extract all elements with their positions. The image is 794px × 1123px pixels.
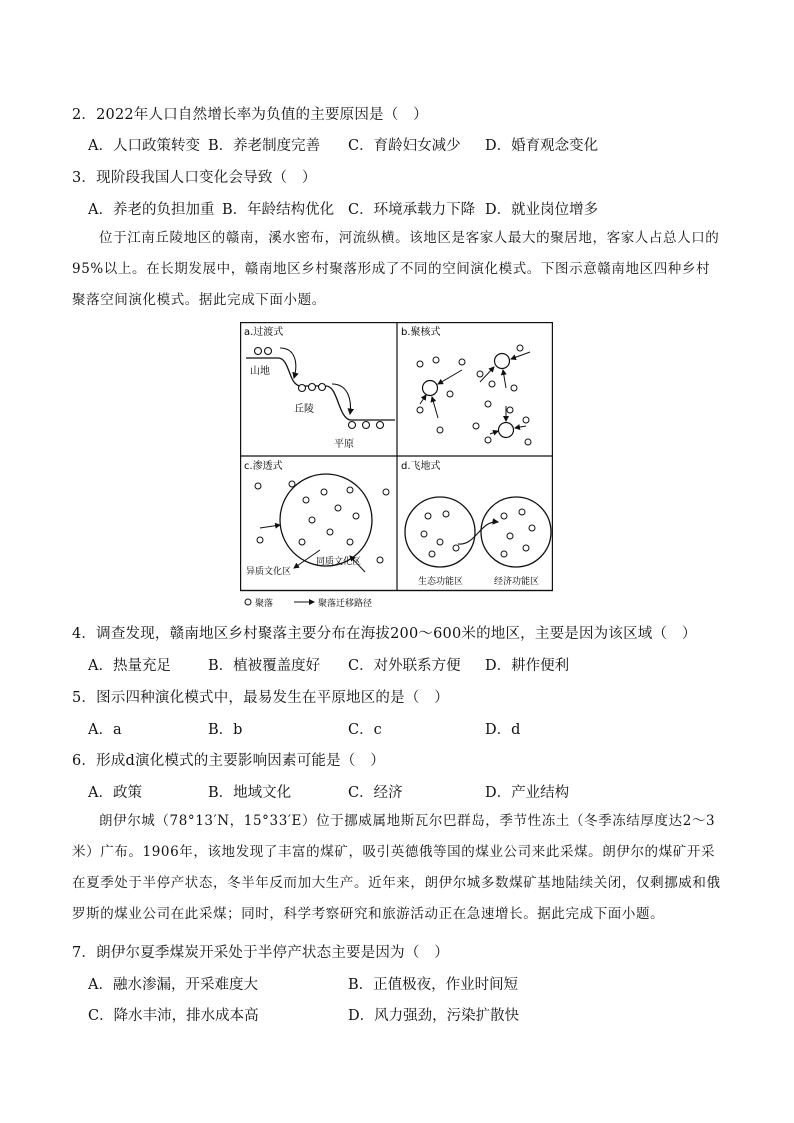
settlement-dot <box>321 489 327 495</box>
figure-legend <box>245 597 372 608</box>
settlement-dot <box>255 348 262 355</box>
settlement-dot <box>421 531 427 537</box>
settlement-dot <box>335 505 341 511</box>
question-3-option-d: D．就业岗位增多 <box>485 202 599 218</box>
settlement-dot <box>523 545 529 551</box>
question-2-option-d: D．婚育观念变化 <box>485 138 599 154</box>
label-mountain: 山地 <box>250 366 270 377</box>
settlement-dot <box>417 407 423 413</box>
settlement-dot <box>425 513 431 519</box>
homogeneous-culture-circle <box>280 474 372 566</box>
question-6-option-b: B．地域文化 <box>208 785 292 801</box>
settlement-dot <box>353 513 359 519</box>
question-4-option-b: B．植被覆盖度好 <box>208 658 321 674</box>
settlement-dot <box>501 551 507 557</box>
settlement-dot <box>255 483 261 489</box>
settlement-dot <box>433 357 439 363</box>
legend-settlement-label: 聚落 <box>255 599 274 608</box>
question-7-option-c: C．降水丰沛，排水成本高 <box>88 1008 259 1024</box>
settlement-dot <box>299 539 305 545</box>
question-4-option-a: A．热量充足 <box>88 658 171 674</box>
question-2-option-c: C．育龄妇女减少 <box>348 138 461 154</box>
settlement-dot <box>383 489 389 495</box>
economic-zone-circle <box>481 497 551 567</box>
label-economic-zone: 经济功能区 <box>494 577 540 587</box>
settlement-dot <box>377 557 383 563</box>
question-5-option-c: C．c <box>348 722 382 738</box>
legend-path-label: 聚落迁移路径 <box>318 599 373 608</box>
settlement-dot <box>309 384 316 391</box>
question-7-option-d: D．风力强劲，污染扩散快 <box>348 1008 520 1024</box>
settlement-dot <box>489 381 495 387</box>
question-2-option-a: A．人口政策转变 <box>88 138 200 154</box>
settlement-dot <box>511 385 517 391</box>
panel-d-title: d.飞地式 <box>401 461 441 472</box>
settlement-dot <box>447 391 453 397</box>
question-6-option-d: D．产业结构 <box>485 785 570 801</box>
passage-ganan: 位于江南丘陵地区的赣南，溪水密布，河流纵横。该地区是客家人最大的聚居地，客家人占总人口的95%以上。在长期发展中，赣南地区乡村聚落形成了不同的空间演化模式。下图示意赣南地区四种乡村聚落空间演化模式。据此完成下面小题。 <box>72 230 720 308</box>
settlement-dot <box>377 422 384 429</box>
settlement-dot <box>319 384 326 391</box>
question-2-stem: 2．2022年人口自然增长率为负值的主要原因是（ ） <box>72 107 428 123</box>
settlement-dot <box>507 407 513 413</box>
settlement-dot <box>417 361 423 367</box>
passage-longyearbyen: 朗伊尔城（78°13′N，15°33′E）位于挪威属地斯瓦尔巴群岛，季节性冻土（冬季冻结厚度达2～3米）广布。1906年，该地发现了丰富的煤矿，吸引英德俄等国的煤业公司来此采煤。朗伊尔的煤矿开采在夏季处于半停产状态，冬半年反而加大生产。近年来，朗伊尔城多数煤矿基地陆续关闭，仅剩挪威和俄罗斯的煤业公司在此采煤；同时，科学考察研究和旅游活动正在急速增长。据此完成下面小题。 <box>72 813 721 922</box>
settlement-dot <box>349 422 356 429</box>
panel-a-title: a.过渡式 <box>244 327 284 338</box>
settlement-dot <box>437 427 443 433</box>
question-5-option-d: D．d <box>485 722 521 738</box>
settlement-dot <box>437 539 443 545</box>
question-4-option-c: C．对外联系方便 <box>348 658 461 674</box>
question-3-stem: 3．现阶段我国人口变化会导致（ ） <box>72 170 317 186</box>
settlement-dot <box>485 401 491 407</box>
question-3-option-c: C．环境承载力下降 <box>348 202 476 218</box>
core-settlement <box>423 381 438 396</box>
settlement-dot <box>453 545 459 551</box>
label-heterogeneous-culture: 异质文化区 <box>246 567 292 577</box>
question-3-option-b: B．年龄结构优化 <box>222 202 335 218</box>
panel-c-title: c.渗透式 <box>244 461 283 472</box>
question-5-option-b: B．b <box>208 722 243 738</box>
settlement-dot <box>347 487 353 493</box>
label-hills: 丘陵 <box>294 404 314 415</box>
settlement-dot <box>517 345 523 351</box>
panel-b-title: b.聚核式 <box>401 327 441 338</box>
question-2-option-b: B．养老制度完善 <box>208 138 321 154</box>
settlement-dot <box>289 481 295 487</box>
question-7-option-a: A．融水渗漏，开采难度大 <box>88 977 258 993</box>
settlement-dot <box>429 551 435 557</box>
legend-settlement-symbol <box>245 599 251 605</box>
settlement-dot <box>347 539 353 545</box>
label-ecological-zone: 生态功能区 <box>418 577 464 587</box>
settlement-dot <box>443 511 449 517</box>
question-6-option-a: A．政策 <box>88 785 142 801</box>
label-plain: 平原 <box>334 439 354 450</box>
settlement-dot <box>309 517 315 523</box>
settlement-dot <box>525 439 531 445</box>
question-5-stem: 5．图示四种演化模式中，最易发生在平原地区的是（ ） <box>72 690 449 706</box>
settlement-dot <box>299 385 306 392</box>
settlement-dot <box>257 537 263 543</box>
label-homogeneous-culture: 同质文化区 <box>316 557 362 567</box>
settlement-dot <box>303 497 309 503</box>
settlement-dot <box>501 513 507 519</box>
core-settlement <box>499 423 514 438</box>
ecological-zone-circle <box>405 497 475 567</box>
settlement-dot <box>363 422 370 429</box>
question-6-option-c: C．经济 <box>348 785 403 801</box>
settlement-dot <box>265 348 272 355</box>
question-4-stem: 4．调查发现，赣南地区乡村聚落主要分布在海拔200～600米的地区，主要是因为该区域（ ） <box>72 626 697 642</box>
settlement-dot <box>519 509 525 515</box>
settlement-dot <box>485 437 491 443</box>
settlement-dot <box>327 529 333 535</box>
question-5-option-a: A．a <box>88 722 122 738</box>
question-4-option-d: D．耕作便利 <box>485 658 570 674</box>
question-6-stem: 6．形成d演化模式的主要影响因素可能是（ ） <box>72 753 385 769</box>
settlement-dot <box>459 359 465 365</box>
question-3-option-a: A．养老的负担加重 <box>88 202 215 218</box>
settlement-dot <box>523 417 529 423</box>
settlement-dot <box>477 371 483 377</box>
settlement-dot <box>507 533 513 539</box>
settlement-dot <box>473 423 479 429</box>
settlement-evolution-figure <box>240 322 553 608</box>
question-7-stem: 7．朗伊尔夏季煤炭开采处于半停产状态主要是因为（ ） <box>72 945 449 961</box>
core-settlement <box>495 354 510 369</box>
settlement-dot <box>529 525 535 531</box>
question-7-option-b: B．正值极夜，作业时间短 <box>348 977 519 993</box>
